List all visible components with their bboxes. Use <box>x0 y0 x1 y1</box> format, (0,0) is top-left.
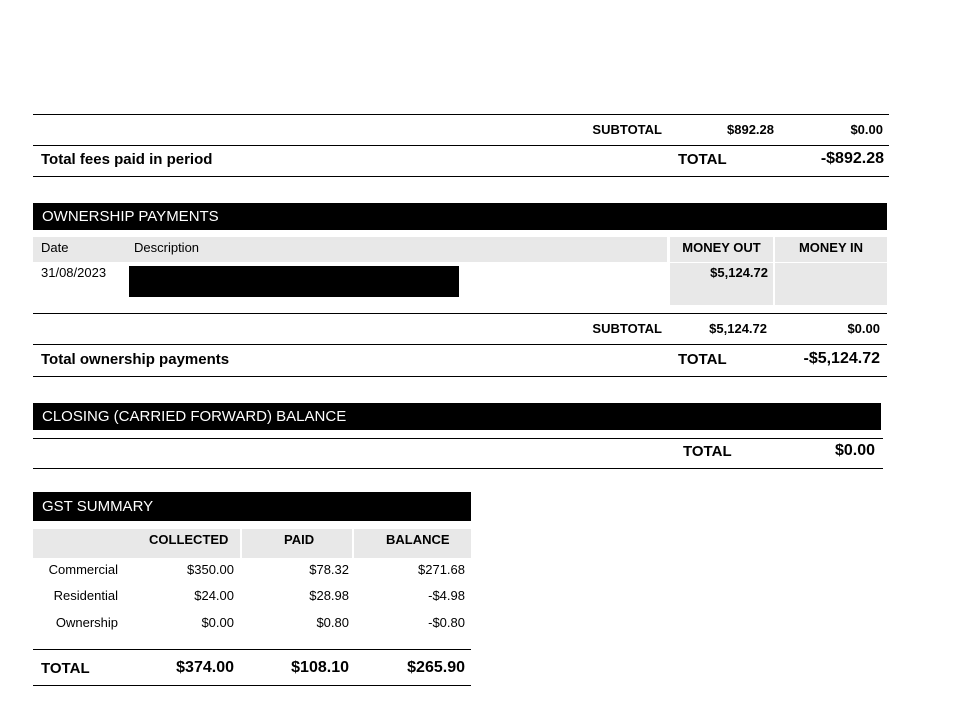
ownership-subtotal-money-in: $0.00 <box>847 321 880 336</box>
divider <box>33 313 887 314</box>
gst-total-balance: $265.90 <box>407 659 465 676</box>
ownership-total-description: Total ownership payments <box>41 351 230 368</box>
gst-total-collected: $374.00 <box>176 659 234 676</box>
column-header-date: Date <box>41 240 69 255</box>
gst-row-paid: $0.80 <box>316 615 349 630</box>
column-header-money-in: MONEY IN <box>798 240 864 255</box>
closing-total-label: TOTAL <box>683 443 732 460</box>
divider <box>33 344 887 345</box>
fees-subtotal-label: SUBTOTAL <box>592 122 662 137</box>
gst-row-collected: $0.00 <box>201 615 234 630</box>
divider <box>33 114 889 115</box>
gst-header-gap <box>240 529 242 558</box>
gst-header-gap <box>352 529 354 558</box>
ownership-row-date: 31/08/2023 <box>41 265 107 280</box>
divider <box>33 376 887 377</box>
gst-row-collected: $24.00 <box>194 588 234 603</box>
redacted-description <box>129 266 459 297</box>
column-header-collected: COLLECTED <box>149 532 229 547</box>
gst-row-balance: -$0.80 <box>428 615 465 630</box>
divider <box>33 649 471 650</box>
fees-subtotal-money-out: $892.28 <box>727 122 774 137</box>
ownership-row-money-in-cell <box>775 263 887 305</box>
column-header-description: Description <box>134 240 200 255</box>
ownership-subtotal-label: SUBTOTAL <box>592 321 662 336</box>
ownership-payments-heading: OWNERSHIP PAYMENTS <box>33 203 887 230</box>
column-header-balance: BALANCE <box>386 532 450 547</box>
ownership-row-money-out: $5,124.72 <box>710 265 768 280</box>
fees-total-label: TOTAL <box>678 151 727 168</box>
gst-row-balance: $271.68 <box>418 562 465 577</box>
fees-total-description: Total fees paid in period <box>41 151 213 168</box>
ownership-total-value: -$5,124.72 <box>803 350 880 367</box>
fees-total-value: -$892.28 <box>820 150 884 167</box>
gst-row-paid: $78.32 <box>309 562 349 577</box>
column-header-paid: PAID <box>284 532 315 547</box>
closing-total-value: $0.00 <box>834 442 875 459</box>
gst-row-paid: $28.98 <box>309 588 349 603</box>
divider <box>33 145 889 146</box>
gst-row-collected: $350.00 <box>187 562 234 577</box>
ownership-total-label: TOTAL <box>678 351 727 368</box>
ownership-subtotal-money-out: $5,124.72 <box>709 321 767 336</box>
ownership-header-left <box>33 237 667 262</box>
column-header-money-out: MONEY OUT <box>682 240 761 255</box>
divider <box>33 685 471 686</box>
closing-balance-heading: CLOSING (CARRIED FORWARD) BALANCE <box>33 403 881 430</box>
divider <box>33 438 883 439</box>
gst-row-balance: -$4.98 <box>428 588 465 603</box>
divider <box>33 176 889 177</box>
gst-total-paid: $108.10 <box>291 659 349 676</box>
gst-row-label: Commercial <box>48 562 118 577</box>
gst-row-label: Ownership <box>55 615 118 630</box>
gst-row-label: Residential <box>53 588 118 603</box>
gst-summary-heading: GST SUMMARY <box>33 492 471 521</box>
fees-subtotal-money-in: $0.00 <box>850 122 883 137</box>
divider <box>33 468 883 469</box>
gst-total-label: TOTAL <box>41 660 90 677</box>
